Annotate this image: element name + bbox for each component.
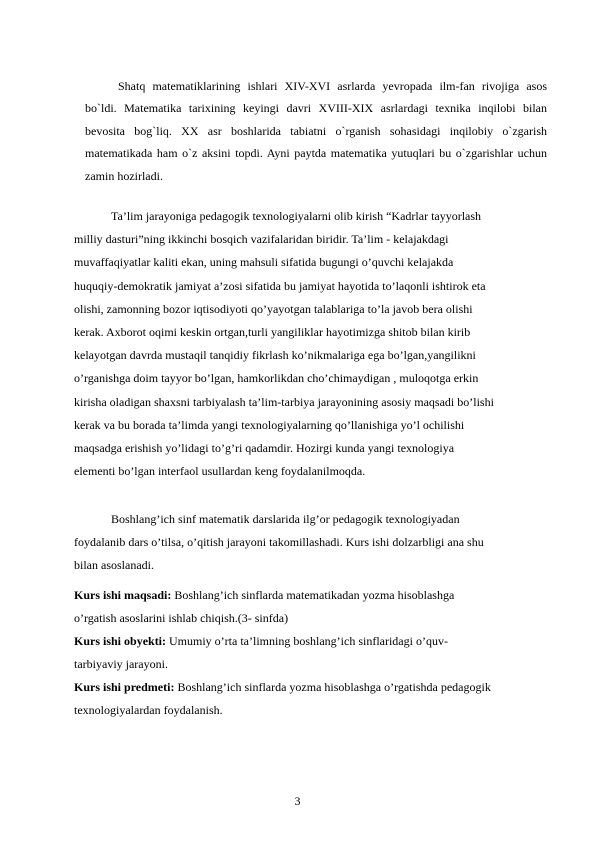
course-object-label: Kurs ishi obyekti: — [74, 634, 167, 648]
course-subject-label: Kurs ishi predmeti: — [74, 680, 175, 694]
intro-paragraph: Shatq matematiklarining ishlari XIV-XVI asrlarda yevropada ilm-fan rivojiga asos bo`ldi. Matematika tarixining keyingi davri XVIII-XIX asrlardagi texnika inqilobi bilan bevosita bog`liq. XX asr boshlarida tabiatni o`rganish sohasidagi inqilobiy o`zgarish matematikada ham o`z aksini topdi. Ayni paytda matematika yutuqlari bu o`zgarishlar uchun zamin hozirladi. — [85, 79, 547, 183]
course-goal-text: Boshlang’ich sinflarda matematikadan yozma hisoblashga o’rgatish asoslarini ishlab chiqish.(3- sinfda) — [74, 588, 455, 625]
course-object — [74, 630, 574, 675]
course-goal — [74, 584, 574, 629]
course-subject — [74, 676, 574, 721]
course-goal-label: Kurs ishi maqsadi: — [74, 588, 172, 602]
course-subject-text: Boshlang’ich sinflarda yozma hisoblashga o’rgatishda pedagogik texnologiyalardan foydalanish. — [74, 680, 491, 717]
page-number: 3 — [294, 794, 301, 808]
paragraph-pedagogical-technologies: Ta’lim jarayoniga pedagogik texnologiyalarni olib kirish “Kadrlar tayyorlash milliy dasturi”ning ikkinchi bosqich vazifalaridan biridir. Ta’lim - kelajakdagi muvaffaqiyatlar kaliti ekan, uning mahsuli sifatida bugungi o’quvchi kelajakda huquqiy-demokratik jamiyat a’zosi sifatida bu jamiyat hayotida to’laqonli ishtirok eta olishi, zamonning bozor iqtisodiyoti qo’yayotgan talablariga to’la javob bera olishi kerak. Axborot oqimi keskin ortgan,turli yangiliklar hayotimizga shitob bilan kirib kelayotgan davrda mustaqil tanqidiy fikrlash ko’nikmalariga ega bo’lgan,yangilikni o’rganishga doim tayyor bo’lgan, hamkorlikdan cho’chimaydigan , muloqotga erkin kirisha oladigan shaxsni tarbiyalash ta’lim-tarbiya jarayonining asosiy maqsadi bo’lishi kerak va bu borada ta’limda yangi texnologiyalarning qo’llanishiga yo’l ochilishi maqsadga erishish yo’lidagi to’g’ri qadamdir. Hozirgi kunda yangi texnologiya elementi bo’lgan interfaol usullardan keng foydalanilmoqda. — [74, 209, 494, 479]
paragraph-relevance: Boshlang’ich sinf matematik darslarida ilg’or pedagogik texnologiyadan foydalanib dars o’tilsa, o’qitish jarayoni takomillashadi. Kurs ishi dolzarbligi ana shu bilan asoslanadi. — [74, 512, 484, 573]
course-object-text: Umumiy o’rta ta’limning boshlang’ich sinflaridagi o’quv- tarbiyaviy jarayoni. — [74, 634, 448, 671]
